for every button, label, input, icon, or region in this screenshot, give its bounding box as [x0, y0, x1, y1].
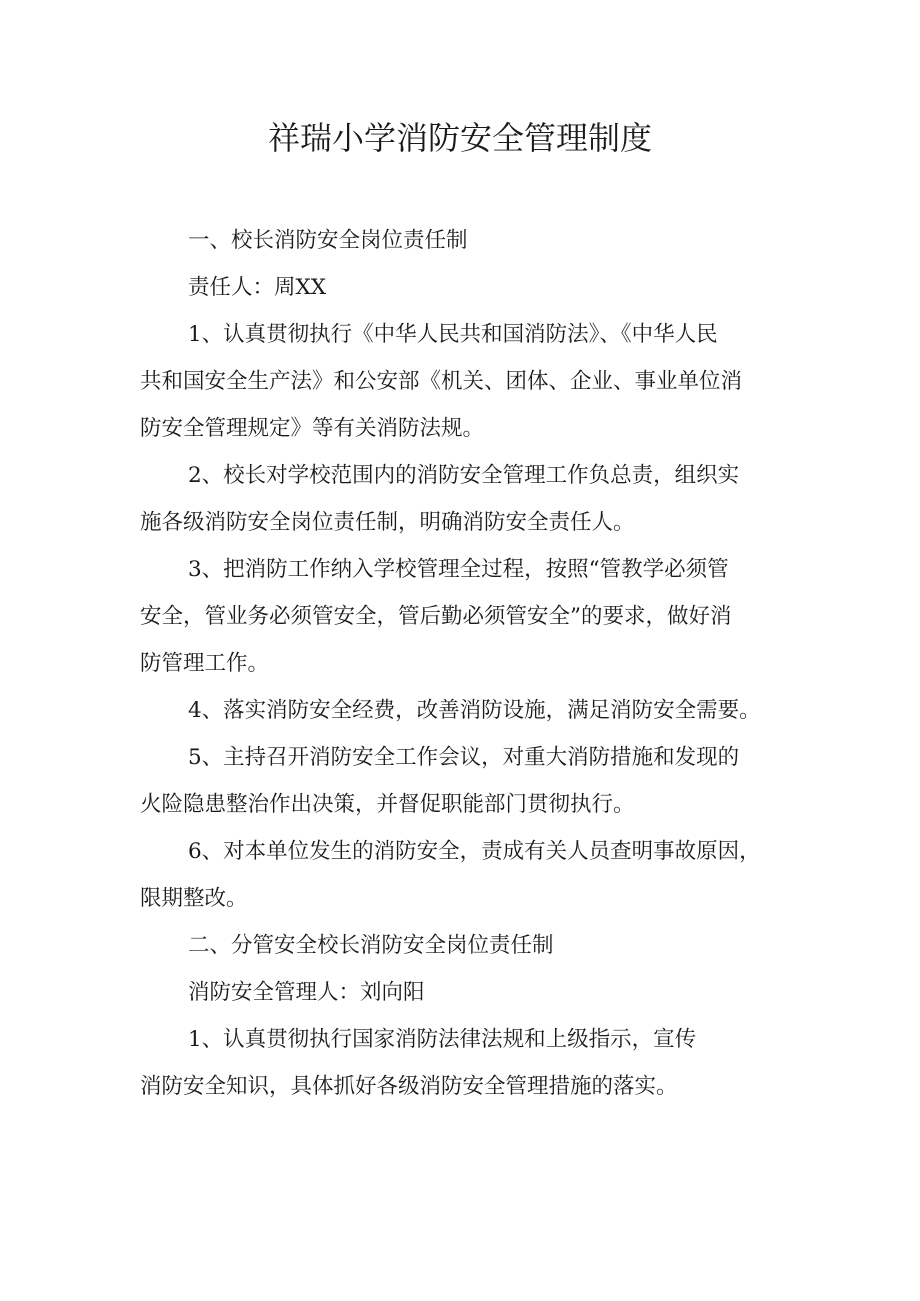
text-line: 1、认真贯彻执行国家消防法律法规和上级指示，宣传: [188, 1027, 697, 1052]
text-line: 6、对本单位发生的消防安全，责成有关人员查明事故原因，: [188, 839, 761, 864]
text-line: 共和国安全生产法》和公安部《机关、团体、企业、事业单位消: [140, 369, 743, 394]
text-line: 1、认真贯彻执行《中华人民共和国消防法》、《中华人民: [188, 322, 718, 347]
text-line: 5、主持召开消防安全工作会议，对重大消防措施和发现的: [188, 745, 740, 770]
section-heading-2: 二、分管安全校长消防安全岗位责任制: [188, 933, 554, 958]
responsible-person-1: 责任人：周XX: [188, 275, 327, 300]
text-line: 火险隐患整治作出决策，并督促职能部门贯彻执行。: [140, 792, 635, 817]
text-line: 防安全管理规定》等有关消防法规。: [140, 416, 485, 441]
text-line: 安全，管业务必须管安全，管后勤必须管安全”的要求，做好消: [140, 604, 732, 629]
section-heading-1: 一、校长消防安全岗位责任制: [188, 228, 468, 253]
text-line: 施各级消防安全岗位责任制，明确消防安全责任人。: [140, 510, 635, 535]
responsible-person-2: 消防安全管理人：刘向阳: [188, 980, 425, 1005]
text-line: 4、落实消防安全经费，改善消防设施，满足消防安全需要。: [188, 698, 761, 723]
text-line: 消防安全知识，具体抓好各级消防安全管理措施的落实。: [140, 1074, 678, 1099]
text-line: 防管理工作。: [140, 651, 270, 676]
document-body: [140, 217, 800, 1110]
text-line: 限期整改。: [140, 886, 248, 911]
text-line: 3、把消防工作纳入学校管理全过程，按照“管教学必须管: [188, 557, 729, 582]
text-line: 2、校长对学校范围内的消防安全管理工作负总责，组织实: [188, 463, 740, 488]
document-title: 祥瑞小学消防安全管理制度: [267, 119, 652, 157]
